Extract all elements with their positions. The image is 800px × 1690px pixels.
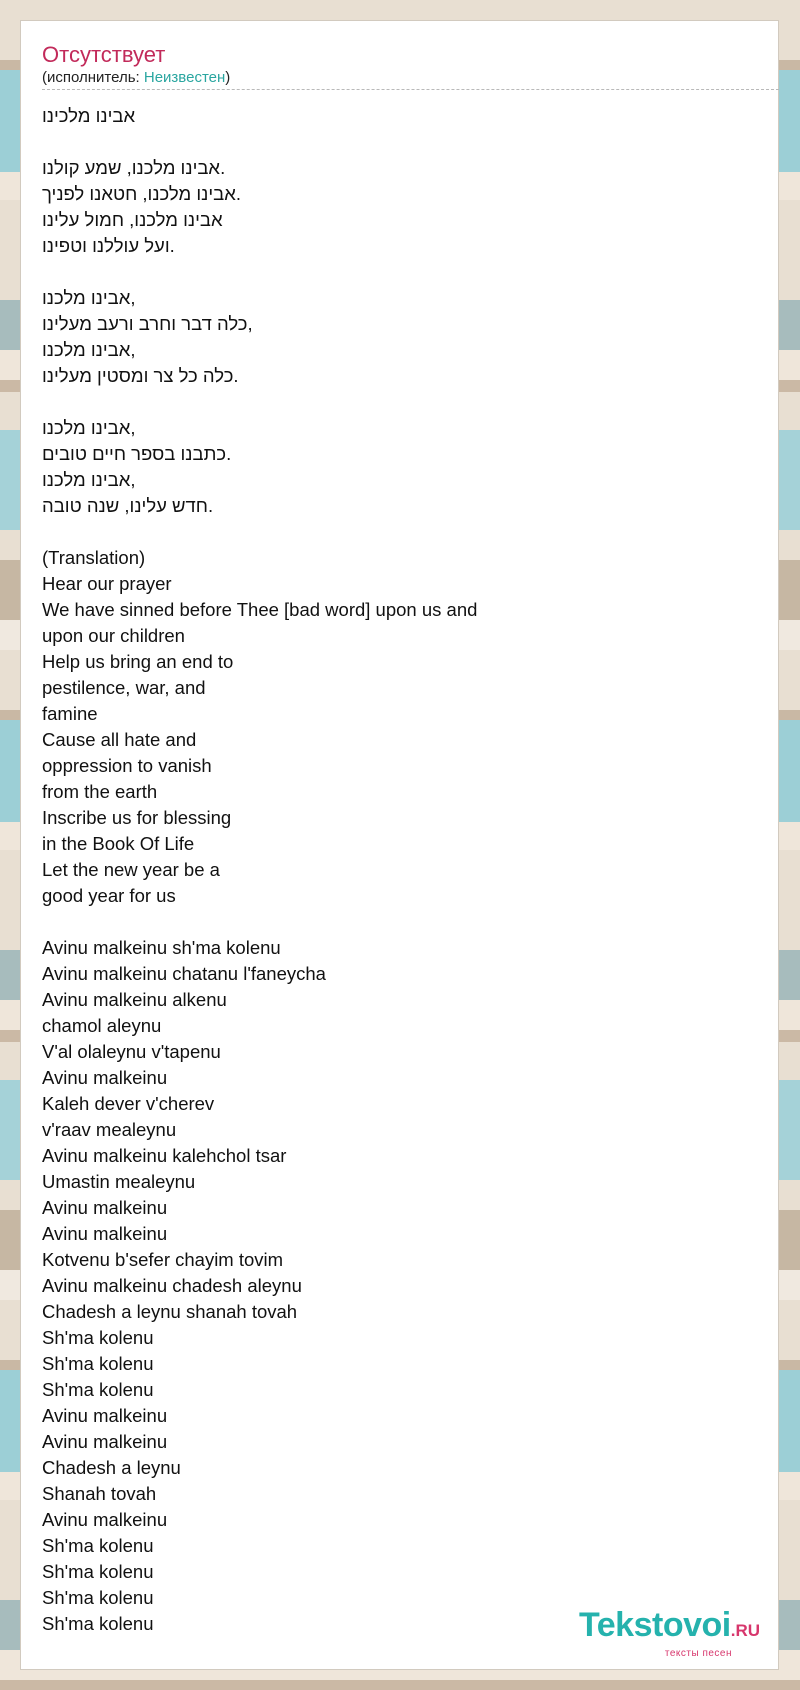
lyric-line: Umastin mealeynu [42, 1171, 196, 1192]
lyric-line: Avinu malkeinu alkenu [42, 989, 227, 1010]
song-title: Отсутствует [42, 42, 166, 67]
logo-wordmark [579, 1608, 760, 1648]
lyric-line: אבינו מלכנו, [42, 339, 136, 360]
lyric-line: Avinu malkeinu chadesh aleynu [42, 1275, 302, 1296]
lyric-line [42, 129, 742, 155]
lyric-line: אבינו מלכנו, חטאנו לפניך. [42, 183, 241, 204]
lyric-line: ועל עוללנו וטפינו. [42, 235, 175, 256]
lyric-line: We have sinned before Thee [bad word] upon us and [42, 599, 478, 620]
lyric-line: V'al olaleynu v'tapenu [42, 1041, 221, 1062]
lyric-line [42, 259, 742, 285]
lyric-line: כתבנו בספר חיים טובים. [42, 443, 232, 464]
lyric-line: Help us bring an end to [42, 651, 234, 672]
lyric-line: Shanah tovah [42, 1483, 157, 1504]
logo-main-text: Tekstovoi [579, 1606, 731, 1644]
lyric-line: חדש עלינו, שנה טובה. [42, 495, 214, 516]
lyric-line [42, 909, 742, 935]
lyric-line: Avinu malkeinu [42, 1223, 168, 1244]
lyric-line: Sh'ma kolenu [42, 1327, 154, 1348]
lyric-line [42, 519, 742, 545]
lyric-line: famine [42, 703, 98, 724]
lyric-line: Avinu malkeinu [42, 1197, 168, 1218]
lyric-line: Sh'ma kolenu [42, 1561, 154, 1582]
lyric-line: pestilence, war, and [42, 677, 206, 698]
lyric-line: Avinu malkeinu kalehchol tsar [42, 1145, 287, 1166]
lyric-line: אבינו מלכנו, חמול עלינו [42, 209, 223, 230]
lyric-line: (Translation) [42, 547, 146, 568]
lyric-line: Chadesh a leynu [42, 1457, 181, 1478]
lyric-line: Chadesh a leynu shanah tovah [42, 1301, 298, 1322]
lyric-line: Avinu malkeinu [42, 1431, 168, 1452]
logo-tld: .RU [730, 1621, 760, 1640]
lyric-line: כלה כל צר ומסטין מעלינו. [42, 365, 239, 386]
logo-tagline: тексты песен [664, 1648, 732, 1659]
lyric-line: Sh'ma kolenu [42, 1353, 154, 1374]
lyric-line: Avinu malkeinu [42, 1067, 168, 1088]
lyric-line: Avinu malkeinu sh'ma kolenu [42, 937, 281, 958]
lyric-line: Sh'ma kolenu [42, 1535, 154, 1556]
lyric-line: Let the new year be a [42, 859, 220, 880]
lyric-line: Kaleh dever v'cherev [42, 1093, 215, 1114]
lyric-line: אבינו מלכינו [42, 105, 136, 126]
lyric-line: good year for us [42, 885, 176, 906]
lyric-line: Sh'ma kolenu [42, 1613, 154, 1634]
lyric-line: Avinu malkeinu [42, 1405, 168, 1426]
lyric-line: Avinu malkeinu chatanu l'faneycha [42, 963, 326, 984]
artist-suffix: ) [225, 69, 231, 86]
lyrics-text [42, 103, 742, 1637]
song-header [42, 41, 779, 90]
lyric-line: from the earth [42, 781, 158, 802]
lyric-line: oppression to vanish [42, 755, 212, 776]
lyric-line: in the Book Of Life [42, 833, 195, 854]
lyric-line: Hear our prayer [42, 573, 172, 594]
lyric-line: אבינו מלכנו, שמע קולנו. [42, 157, 226, 178]
artist-prefix: (исполнитель: [42, 69, 144, 86]
lyric-line: upon our children [42, 625, 185, 646]
lyric-line: Kotvenu b'sefer chayim tovim [42, 1249, 284, 1270]
lyric-line: Sh'ma kolenu [42, 1587, 154, 1608]
page-frame [21, 21, 778, 1669]
lyric-line: Inscribe us for blessing [42, 807, 232, 828]
artist-link[interactable]: Неизвестен [143, 69, 226, 86]
lyric-line: Sh'ma kolenu [42, 1379, 154, 1400]
lyric-line: אבינו מלכנו, [42, 469, 136, 490]
lyric-line [42, 389, 742, 415]
site-logo[interactable] [579, 1608, 760, 1659]
lyric-line: v'raav mealeynu [42, 1119, 177, 1140]
lyric-line: Avinu malkeinu [42, 1509, 168, 1530]
lyric-line: כלה דבר וחרב ורעב מעלינו, [42, 313, 253, 334]
artist-line [42, 68, 779, 87]
lyric-line: אבינו מלכנו, [42, 417, 136, 438]
lyric-line: אבינו מלכנו, [42, 287, 136, 308]
lyric-line: Cause all hate and [42, 729, 197, 750]
lyric-line: chamol aleynu [42, 1015, 162, 1036]
